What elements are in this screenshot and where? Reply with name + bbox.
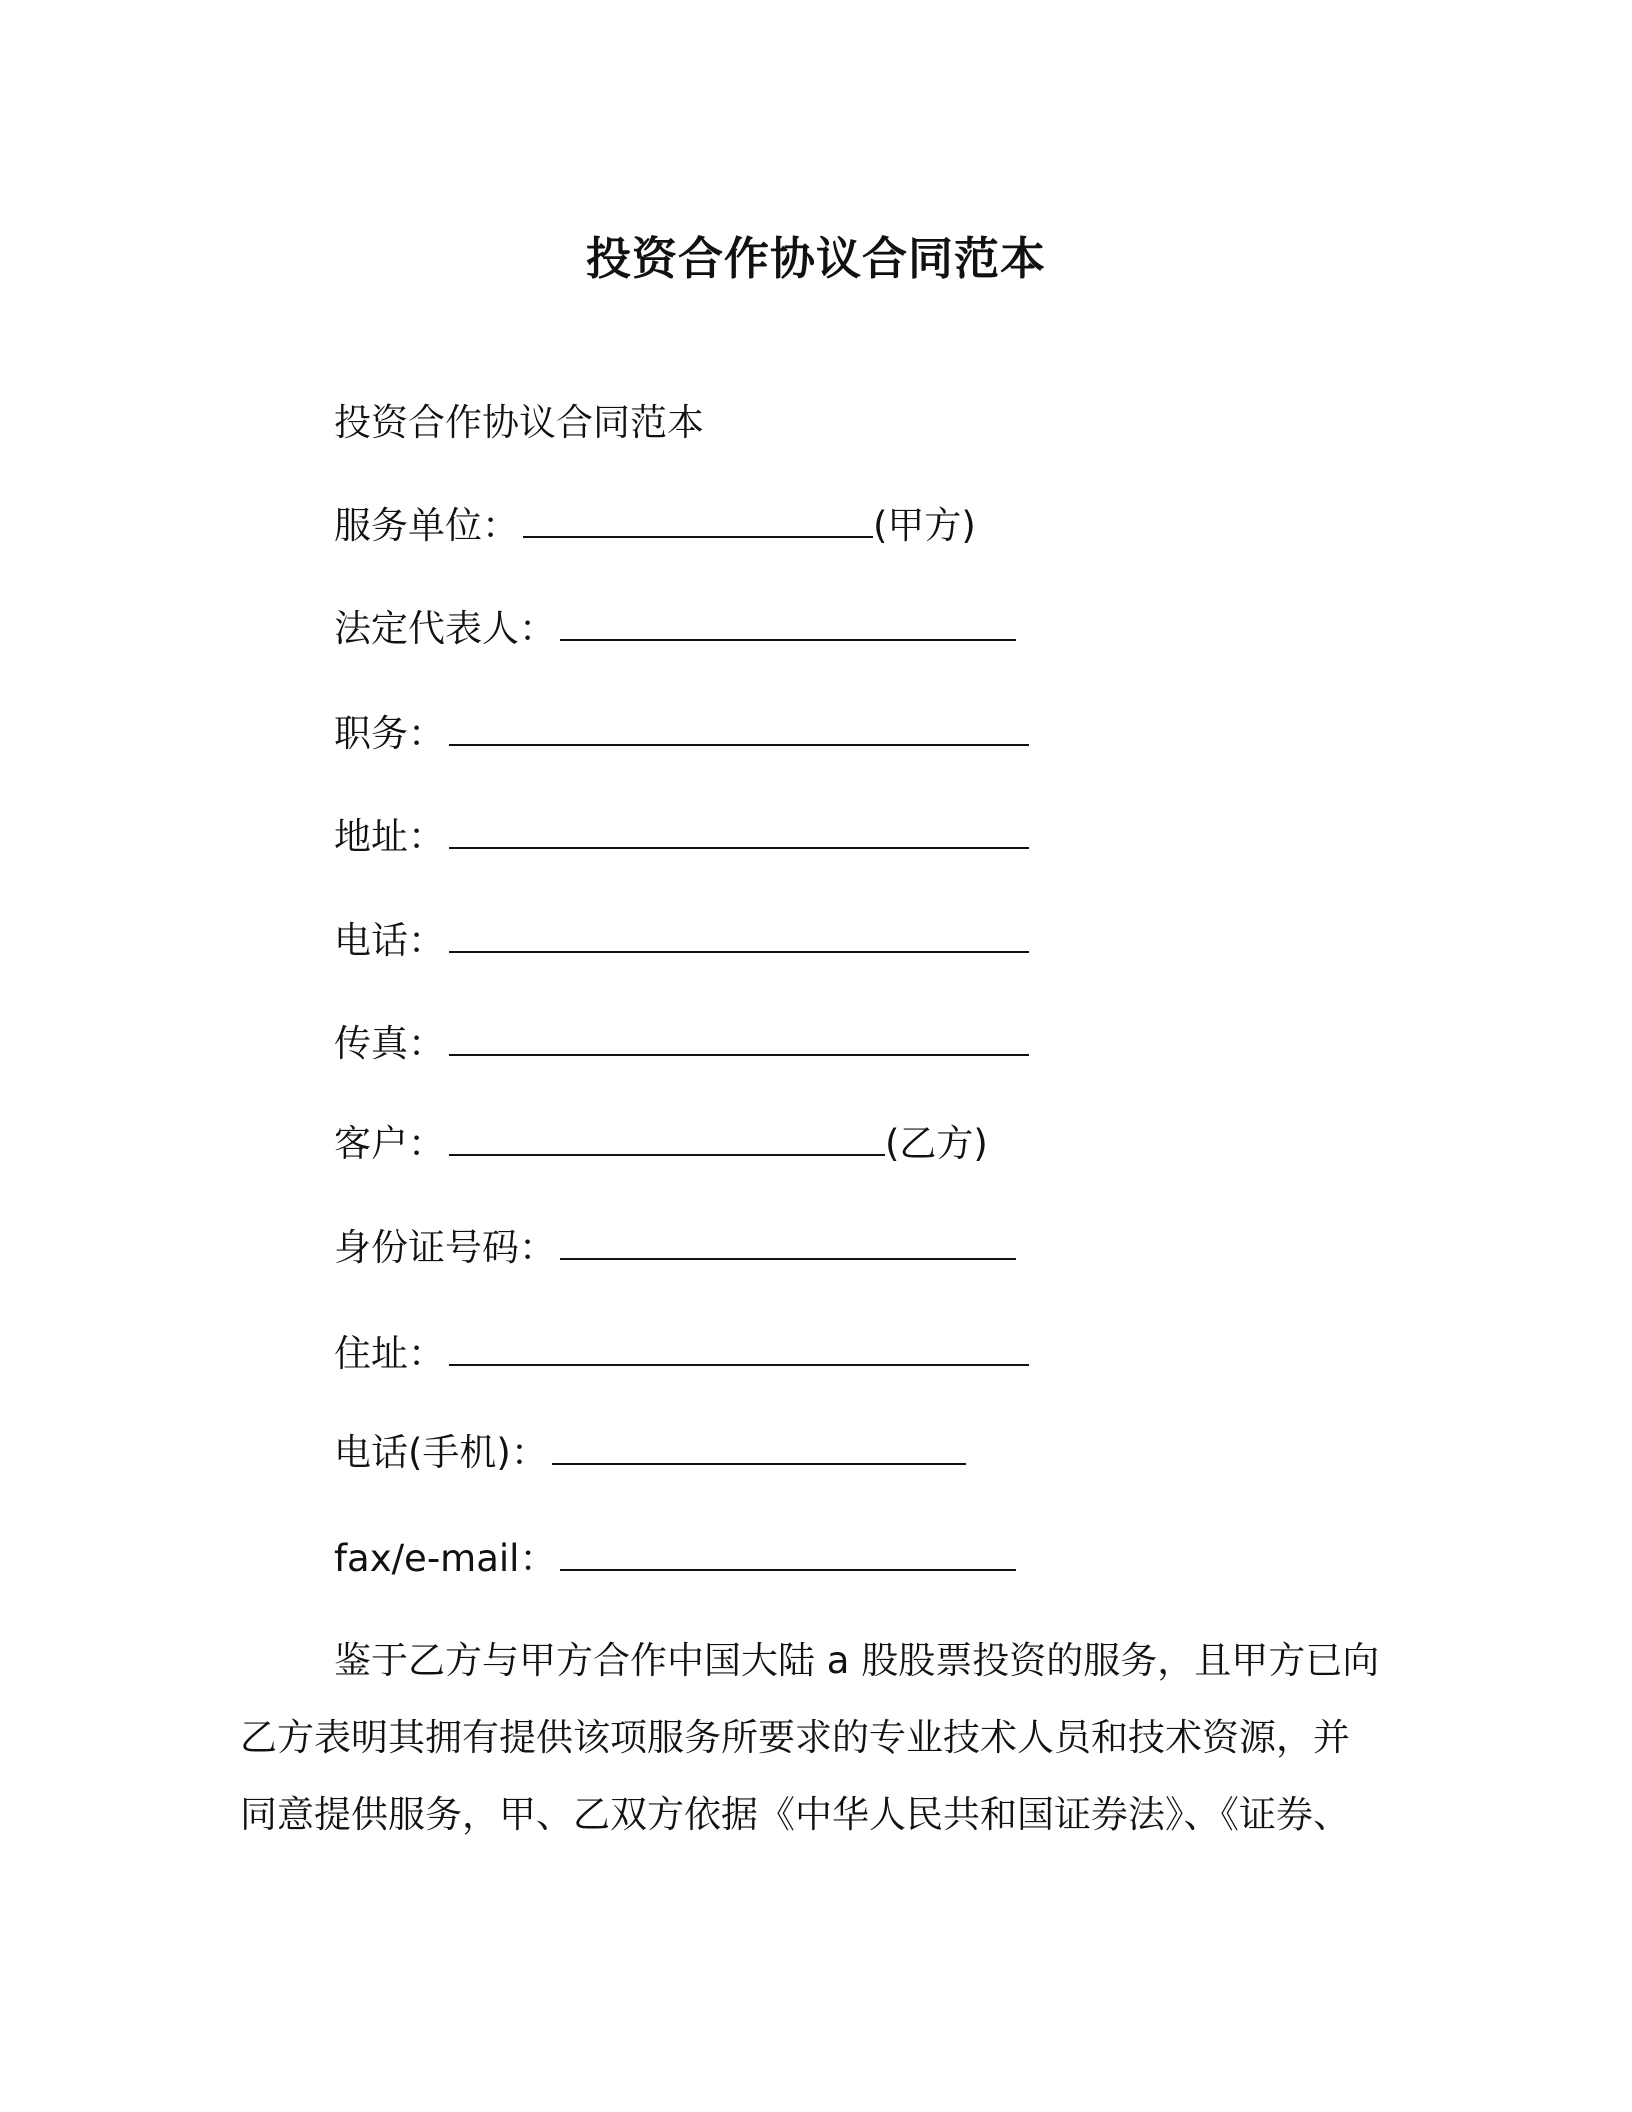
field-label: 服务单位： [334, 504, 519, 547]
fill-blank[interactable] [449, 1020, 1029, 1056]
field-phone [334, 915, 1029, 967]
document-title: 投资合作协议合同范本 [585, 232, 1046, 285]
fill-blank[interactable] [449, 917, 1029, 953]
field-label: 法定代表人： [334, 607, 556, 650]
field-label: 电话： [334, 919, 445, 962]
field-label: 地址： [334, 815, 445, 858]
field-service-unit [334, 500, 976, 552]
body-line-3: 同意提供服务，甲、乙双方依据《中华人民共和国证券法》、《证券、 [240, 1793, 1350, 1836]
field-label: 客户： [334, 1122, 445, 1165]
field-label: 住址： [334, 1332, 445, 1375]
field-legal-representative [334, 603, 1016, 655]
fill-blank[interactable] [449, 1120, 885, 1156]
field-client [334, 1118, 988, 1170]
fill-blank[interactable] [552, 1429, 966, 1465]
document-subtitle: 投资合作协议合同范本 [334, 401, 704, 444]
fill-blank[interactable] [560, 1224, 1016, 1260]
fill-blank[interactable] [560, 605, 1016, 641]
field-residence [334, 1328, 1029, 1380]
fill-blank[interactable] [449, 710, 1029, 746]
body-line-1: 鉴于乙方与甲方合作中国大陆 a 股股票投资的服务，且甲方已向 [334, 1639, 1380, 1682]
field-fax-email [334, 1533, 1016, 1585]
fill-blank[interactable] [449, 1330, 1029, 1366]
field-fax [334, 1018, 1029, 1070]
fill-blank[interactable] [523, 502, 873, 538]
field-label: 职务： [334, 712, 445, 755]
field-label: 身份证号码： [334, 1226, 556, 1269]
field-id-number [334, 1222, 1016, 1274]
fill-blank[interactable] [560, 1535, 1016, 1571]
field-label: 电话(手机)： [334, 1431, 548, 1474]
field-suffix: (乙方) [885, 1122, 988, 1165]
field-label: fax/e-mail： [334, 1537, 557, 1580]
field-label: 传真： [334, 1022, 445, 1065]
field-mobile [334, 1427, 966, 1479]
field-suffix: (甲方) [873, 504, 976, 547]
body-line-2: 乙方表明其拥有提供该项服务所要求的专业技术人员和技术资源，并 [240, 1716, 1350, 1759]
field-address [334, 811, 1029, 863]
fill-blank[interactable] [449, 813, 1029, 849]
field-position [334, 708, 1029, 760]
